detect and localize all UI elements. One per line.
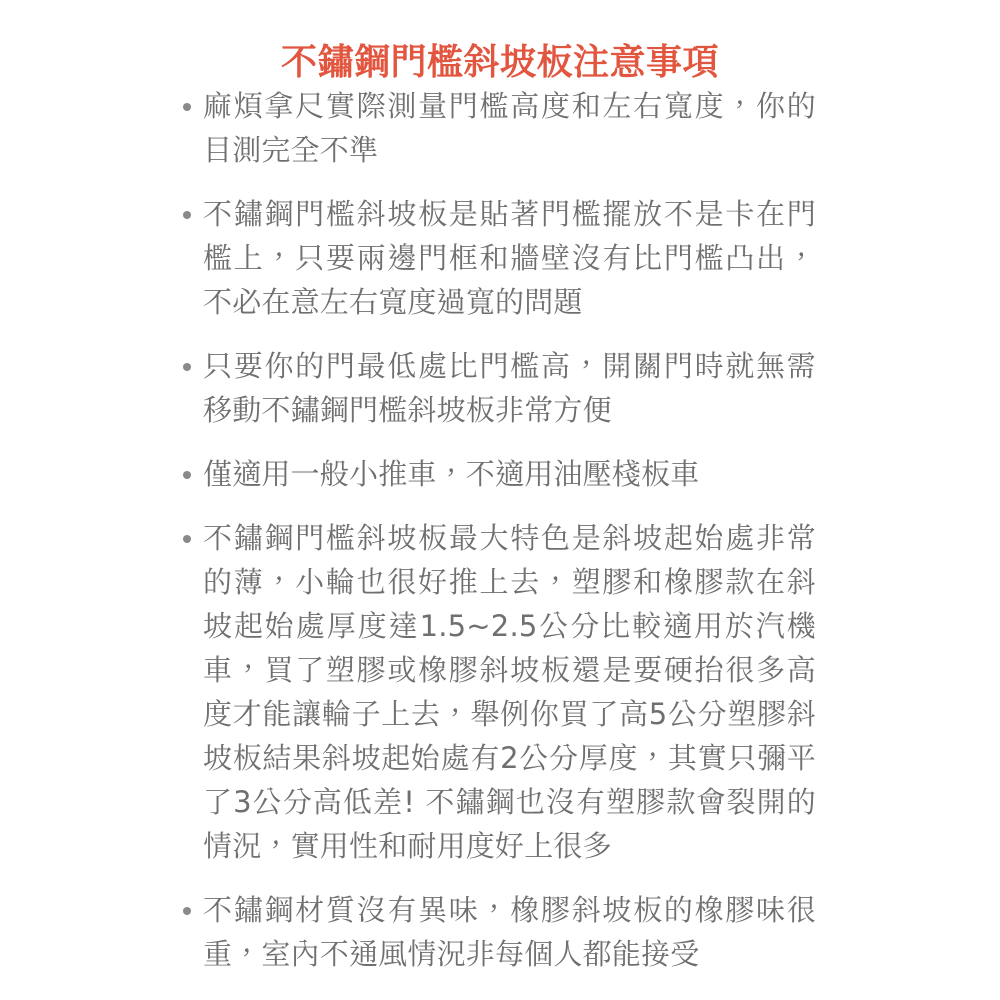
bullet-point-icon [183,103,191,111]
list-item-text: 只要你的門最低處比門檻高，開關門時就無需移動不鏽鋼門檻斜坡板非常方便 [203,349,816,427]
list-item [176,192,816,324]
bullet-point-icon [183,471,191,479]
list-item [176,888,816,976]
list-item-text: 不鏽鋼門檻斜坡板是貼著門檻擺放不是卡在門檻上，只要兩邊門框和牆壁沒有比門檻凸出，不必在意左右寬度過寬的問題 [203,197,816,319]
notice-list [176,84,816,976]
page-title: 不鏽鋼門檻斜坡板注意事項 [280,42,719,84]
list-item-text: 不鏽鋼材質沒有異味，橡膠斜坡板的橡膠味很重，室內不通風情況非每個人都能接受 [203,893,816,971]
list-item-text: 僅適用一般小推車，不適用油壓棧板車 [203,457,700,491]
list-item [176,516,816,868]
list-item [176,452,816,496]
bullet-point-icon [183,907,191,915]
list-item-text: 麻煩拿尺實際測量門檻高度和左右寬度，你的目測完全不準 [203,89,816,167]
list-item-text: 不鏽鋼門檻斜坡板最大特色是斜坡起始處非常的薄，小輪也很好推上去，塑膠和橡膠款在斜坡起始處厚度達1.5~2.5公分比較適用於汽機車，買了塑膠或橡膠斜坡板還是要硬抬很多高度才能讓輪子上去，舉例你買了高5公分塑膠斜坡板結果斜坡起始處有2公分厚度，其實只彌平了3公分高低差! 不鏽鋼也沒有塑膠款會裂開的情況，實用性和耐用度好上很多 [203,521,816,863]
list-item [176,84,816,172]
bullet-point-icon [183,363,191,371]
bullet-point-icon [183,211,191,219]
bullet-point-icon [183,535,191,543]
list-item [176,344,816,432]
